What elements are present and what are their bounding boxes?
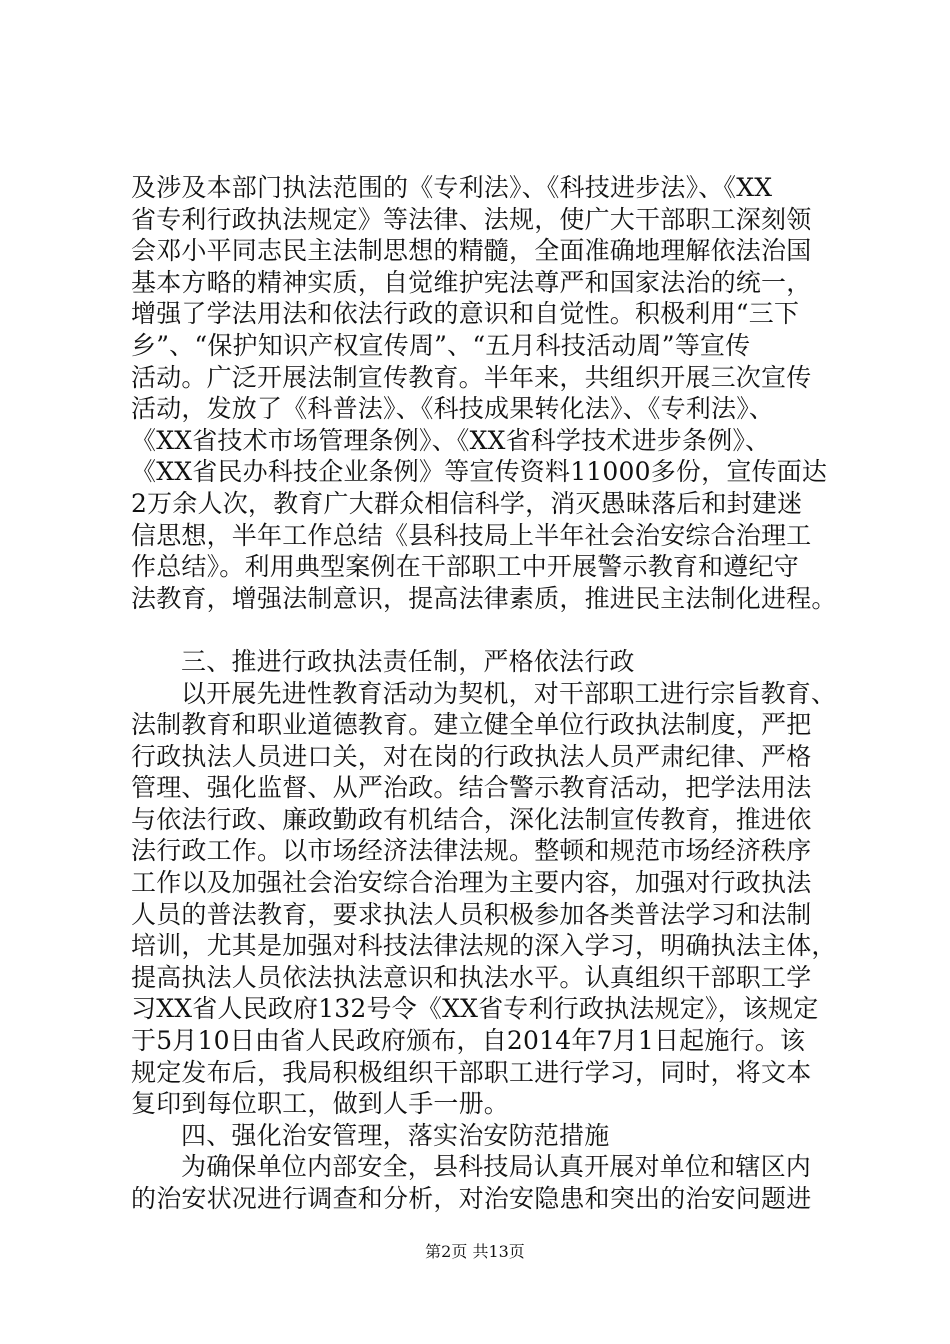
text-line-29: 规定发布后，我局积极组织干部职工进行学习，同时，将文本 xyxy=(131,1057,812,1087)
text-line-22: 法行政工作。以市场经济法律法规。整顿和规范市场经济秩序 xyxy=(131,836,812,866)
text-line-1: 及涉及本部门执法范围的《专利法》、《科技进步法》、《XX xyxy=(131,173,773,202)
text-line-18: 法制教育和职业道德教育。建立健全单位行政执法制度，严把 xyxy=(131,710,812,740)
text-line-25: 培训，尤其是加强对科技法律法规的深入学习，明确执法主体， xyxy=(131,931,837,961)
section-heading-4: 四、强化治安管理，落实治安防范措施 xyxy=(181,1120,610,1150)
text-line-4: 基本方略的精神实质，自觉维护宪法尊严和国家法治的统一， xyxy=(131,267,812,297)
text-line-2: 省专利行政执法规定》等法律、法规，使广大干部职工深刻领 xyxy=(131,204,812,234)
text-line-7: 活动。广泛开展法制宣传教育。半年来，共组织开展三次宣传 xyxy=(131,362,812,392)
text-line-20: 管理、强化监督、从严治政。结合警示教育活动，把学法用法 xyxy=(131,773,812,803)
text-line-19: 行政执法人员进口关，对在岗的行政执法人员严肃纪律、严格 xyxy=(131,741,812,771)
text-line-28: 于5月10日由省人民政府颁布，自2014年7月1日起施行。该 xyxy=(131,1026,806,1056)
text-line-33: 的治安状况进行调查和分析，对治安隐患和突出的治安问题进 xyxy=(131,1184,812,1213)
text-line-27: 习XX省人民政府132号令《XX省专利行政执法规定》，该规定 xyxy=(131,994,819,1024)
text-line-21: 与依法行政、廉政勤政有机结合，深化法制宣传教育，推进依 xyxy=(131,804,812,834)
text-line-26: 提高执法人员依法执法意识和执法水平。认真组织干部职工学 xyxy=(131,962,812,992)
text-line-17: 以开展先进性教育活动为契机，对干部职工进行宗旨教育、 xyxy=(181,678,837,708)
page-number-footer: 第2页 共13页 xyxy=(425,1242,525,1261)
text-line-12: 信思想，半年工作总结《县科技局上半年社会治安综合治理工 xyxy=(131,520,812,550)
text-line-5: 增强了学法用法和依法行政的意识和自觉性。积极利用“三下 xyxy=(131,299,800,329)
text-line-6: 乡”、“保护知识产权宣传周”、“五月科技活动周”等宣传 xyxy=(131,330,751,360)
paragraph-gap xyxy=(131,614,851,646)
text-line-8: 活动，发放了《科普法》、《科技成果转化法》、《专利法》、 xyxy=(131,394,775,424)
document-body xyxy=(131,172,851,1215)
text-line-13: 作总结》。利用典型案例在干部职工中开展警示教育和遵纪守 xyxy=(131,552,799,582)
text-line-32: 为确保单位内部安全，县科技局认真开展对单位和辖区内 xyxy=(181,1152,812,1182)
text-line-10: 《XX省民办科技企业条例》等宣传资料11000多份，宣传面达 xyxy=(131,457,828,487)
text-line-11: 2万余人次，教育广大群众相信科学，消灭愚昧落后和封建迷 xyxy=(131,488,803,518)
text-line-14: 法教育，增强法制意识，提高法律素质，推进民主法制化进程。 xyxy=(131,583,837,613)
text-line-9: 《XX省技术市场管理条例》、《XX省科学技术进步条例》、 xyxy=(131,425,771,455)
text-line-23: 工作以及加强社会治安综合治理为主要内容，加强对行政执法 xyxy=(131,868,812,898)
text-line-3: 会邓小平同志民主法制思想的精髓，全面准确地理解依法治国 xyxy=(131,236,812,266)
text-line-30: 复印到每位职工，做到人手一册。 xyxy=(131,1089,510,1119)
text-line-24: 人员的普法教育，要求执法人员积极参加各类普法学习和法制 xyxy=(131,899,812,929)
section-heading-3: 三、推进行政执法责任制，严格依法行政 xyxy=(181,646,635,676)
